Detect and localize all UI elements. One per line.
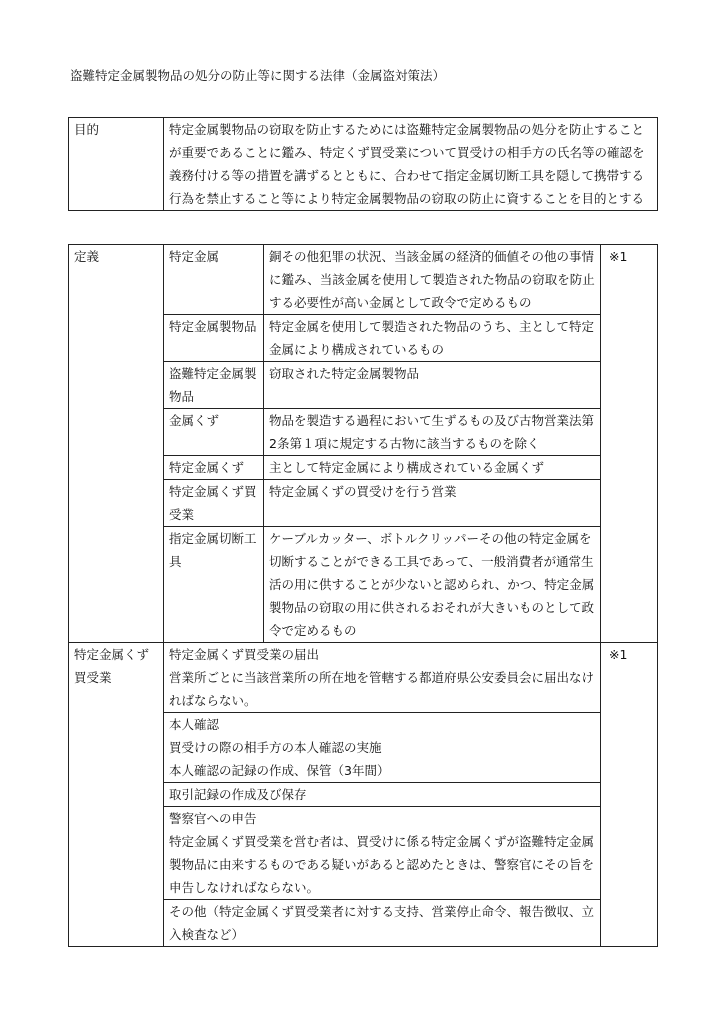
business-item-heading: 特定金属くず買受業の届出 — [169, 647, 320, 662]
business-row — [69, 643, 658, 713]
page-title: 盗難特定金属製物品の処分の防止等に関する法律（金属盗対策法） — [70, 68, 446, 83]
definition-term: 指定金属切断工具 — [164, 527, 264, 643]
business-item-heading: その他（特定金属くず買受業者に対する支持、営業停止命令、報告徴収、立入検査など） — [169, 904, 595, 942]
main-table — [68, 244, 658, 947]
business-item-line: 本人確認の記録の作成、保管（3年間） — [169, 763, 390, 778]
definitions-note: ※1 — [601, 245, 658, 643]
definition-term: 金属くず — [164, 409, 264, 456]
definition-text: 物品を製造する過程において生ずるもの及び古物営業法第2条第１項に規定する古物に該当するものを除く — [264, 409, 601, 456]
definition-term: 特定金属 — [164, 245, 264, 315]
purpose-text: 特定金属製物品の窃取を防止するためには盗難特定金属製物品の処分を防止することが重要であることに鑑み、特定くず買受業について買受けの相手方の氏名等の確認を義務付ける等の措置を講ずるとともに、合わせて指定金属切断工具を隠して携帯する行為を禁止すること等により特定金属製物品の窃取の防止に資することを目的とする — [164, 118, 658, 211]
business-item-line: 営業所ごとに当該営業所の所在地を管轄する都道府県公安委員会に届出なければならない。 — [169, 670, 595, 708]
definition-text: 特定金属くずの買受けを行う営業 — [264, 480, 601, 527]
business-item — [164, 713, 601, 783]
business-item — [164, 643, 601, 713]
definition-text: 銅その他犯罪の状況、当該金属の経済的価値その他の事情に鑑み、当該金属を使用して製造された物品の窃取を防止する必要性が高い金属として政令で定めるもの — [264, 245, 601, 315]
definition-text: ケーブルカッター、ボトルクリッパーその他の特定金属を切断することができる工具であって、一般消費者が通常生活の用に供することが少ないと認められ、かつ、特定金属製物品の窃取の用に供されるおそれが大きいものとして政令で定めるもの — [264, 527, 601, 643]
business-item — [164, 900, 601, 947]
definition-term: 特定金属くず — [164, 456, 264, 480]
business-item — [164, 783, 601, 807]
definition-term: 盗難特定金属製物品 — [164, 362, 264, 409]
definition-term: 特定金属製物品 — [164, 315, 264, 362]
definition-row — [69, 245, 658, 315]
definition-text: 窃取された特定金属製物品 — [264, 362, 601, 409]
business-item-heading: 警察官への申告 — [169, 811, 257, 826]
business-item-heading: 本人確認 — [169, 717, 220, 732]
business-note: ※1 — [601, 643, 658, 947]
purpose-label: 目的 — [69, 118, 164, 211]
purpose-table — [68, 117, 658, 211]
definition-text: 特定金属を使用して製造された物品のうち、主として特定金属により構成されているもの — [264, 315, 601, 362]
business-item — [164, 807, 601, 900]
definitions-label: 定義 — [69, 245, 164, 643]
business-item-line: 買受けの際の相手方の本人確認の実施 — [169, 740, 382, 755]
business-item-line: 特定金属くず買受業を営む者は、買受けに係る特定金属くずが盗難特定金属製物品に由来するものである疑いがあると認めたときは、警察官にその旨を申告しなければならない。 — [169, 834, 595, 895]
purpose-row — [69, 118, 658, 211]
definition-term: 特定金属くず買受業 — [164, 480, 264, 527]
business-item-heading: 取引記録の作成及び保存 — [169, 787, 307, 802]
definition-text: 主として特定金属により構成されている金属くず — [264, 456, 601, 480]
business-label: 特定金属くず買受業 — [69, 643, 164, 947]
